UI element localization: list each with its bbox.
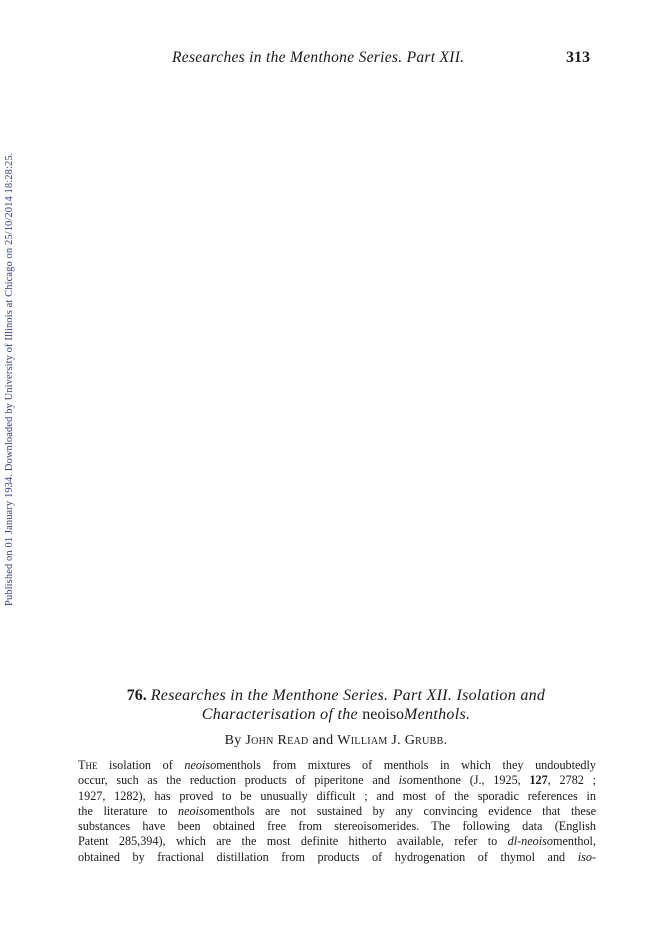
title-text-2b: neoiso	[362, 706, 405, 723]
body-text-run: 1927, 1282), has proved to be unusually difficult ; and most of the sporadic references in	[78, 788, 596, 803]
body-line-2	[78, 773, 596, 788]
body-text-run: iso	[398, 773, 413, 788]
article-title-line-1	[72, 686, 600, 705]
title-text-2c: Menthols.	[404, 706, 471, 723]
body-paragraph	[78, 758, 596, 865]
body-text-run: iso-	[577, 849, 596, 864]
byline-by: By	[224, 733, 246, 748]
author-2: William J. Grubb	[337, 733, 444, 748]
body-text-run: neoiso	[178, 803, 210, 818]
body-line-1	[78, 758, 596, 773]
body-text-run: menthols from mixtures of menthols in which they undoubtedly	[216, 758, 596, 772]
running-head	[0, 49, 672, 71]
body-text-run: Patent 285,394), which are the most definite hitherto available, refer to	[78, 834, 508, 849]
article-number: 76.	[126, 687, 147, 704]
body-text-run: menthol,	[553, 834, 596, 849]
byline	[0, 733, 672, 749]
body-line-4	[78, 804, 596, 819]
author-1: John Read	[245, 733, 309, 748]
page-number: 313	[566, 49, 590, 66]
article-title-line-2	[72, 705, 600, 724]
body-text-run: 127	[529, 773, 548, 788]
title-text-2a: Characterisation of the	[201, 706, 363, 723]
body-line-5	[78, 819, 596, 834]
body-text-run: menthols are not sustained by any convincing evidence that these	[209, 803, 596, 818]
download-notice-link[interactable]: Published on 01 January 1934. Downloaded by University of Illinois at Chicago on 25/10/2014 18:28:25.	[4, 152, 15, 606]
article-title	[72, 686, 600, 724]
body-text-run: substances have been obtained free from stereoisomerides. The following data (English	[78, 819, 596, 834]
body-text-run: isolation of	[97, 758, 185, 772]
body-text-run: The	[78, 758, 98, 772]
body-text-run: obtained by fractional distillation from products of hydrogenation of thymol and	[78, 849, 578, 864]
body-text-run: dl-neoiso	[507, 834, 553, 849]
running-title: Researches in the Menthone Series. Part XII.	[172, 49, 465, 66]
body-line-6	[78, 834, 596, 849]
body-text-run: neoiso	[184, 758, 217, 772]
byline-and: and	[308, 733, 338, 748]
title-text-1: Researches in the Menthone Series. Part XII. Isolation and	[150, 687, 546, 704]
body-line-3	[78, 789, 596, 804]
body-text-run: the literature to	[78, 803, 179, 818]
body-text-run: occur, such as the reduction products of piperitone and	[78, 773, 399, 788]
body-line-7	[78, 850, 596, 865]
body-text-run: , 2782 ;	[547, 773, 596, 788]
byline-end: .	[443, 733, 448, 748]
body-text-run: menthone (J., 1925,	[412, 773, 530, 788]
